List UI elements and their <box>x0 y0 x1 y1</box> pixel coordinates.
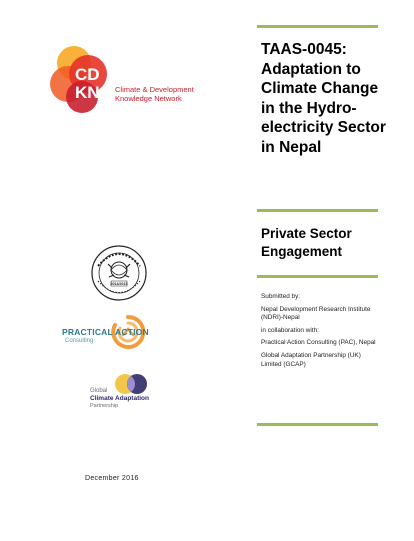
submitted-by-label: Submitted by: <box>261 293 301 300</box>
document-title: TAAS-0045: Adaptation to Climate Change in the Hydro-electricity Sector in Nepal <box>261 41 386 156</box>
cdkn-letters-top: CD <box>75 65 100 84</box>
gca-line1: Global <box>90 388 108 394</box>
gca-logo <box>90 370 160 418</box>
cdkn-name-line1: Climate & Development <box>115 85 194 94</box>
cdkn-logo <box>48 44 198 114</box>
document-subtitle: Private Sector Engagement <box>261 226 352 259</box>
rule-top <box>257 25 378 28</box>
gca-line2: Climate Adaptation <box>90 395 149 402</box>
ndri-seal-icon <box>90 244 148 302</box>
partner-org-gcap: Global Adaptation Partnership (UK) Limited (GCAP) <box>261 351 361 368</box>
cdkn-letters-bottom: KN <box>75 83 100 102</box>
practical-action-name: PRACTICAL ACTION <box>62 327 149 337</box>
submission-info <box>261 293 379 373</box>
gca-line3: Partnership <box>90 403 119 409</box>
rule-after-subtitle <box>257 275 378 278</box>
ndri-seal <box>90 244 148 302</box>
practical-action-sub: Consulting <box>65 338 94 344</box>
cdkn-name <box>115 85 194 103</box>
collaboration-label: in collaboration with: <box>261 326 319 334</box>
cdkn-name-line2: Knowledge Network <box>115 94 182 103</box>
seal-year: 2014/2015 <box>110 282 128 286</box>
gca-circles-icon <box>113 372 151 396</box>
submitting-org: Nepal Development Research Institute (NDRI)-Nepal <box>261 305 371 322</box>
rule-after-title <box>257 209 378 212</box>
cdkn-logo-mark <box>48 44 198 114</box>
rule-bottom <box>257 423 378 426</box>
partner-org-pac: Practical Action Consulting (PAC), Nepal <box>261 339 376 347</box>
practical-action-logo <box>62 314 162 354</box>
document-date: December 2016 <box>85 475 139 482</box>
